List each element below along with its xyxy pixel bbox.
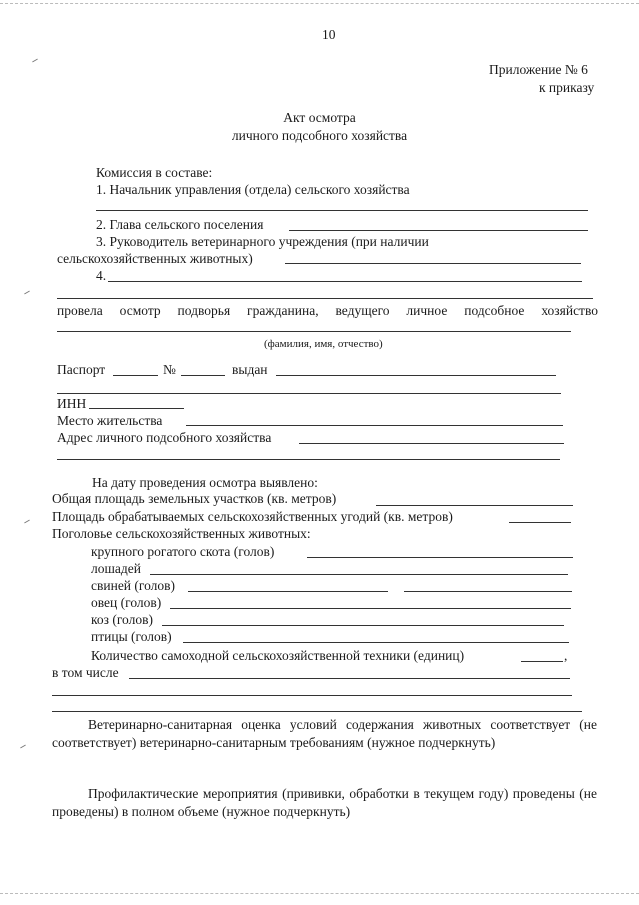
scan-edge-top: [0, 3, 639, 4]
fill-line: [89, 408, 184, 409]
commission-member-4: 4.: [96, 268, 107, 283]
livestock-goats: коз (голов): [91, 612, 153, 627]
fill-line: [129, 678, 570, 679]
passport-issued-label: выдан: [232, 362, 268, 377]
document-title: Акт осмотра: [283, 110, 356, 125]
commission-member-2: 2. Глава сельского поселения: [96, 217, 264, 232]
page-number: 10: [322, 27, 336, 42]
cultivated-area-label: Площадь обрабатываемых сельскохозяйственных угодий (кв. метров): [52, 509, 453, 524]
total-area-label: Общая площадь земельных участков (кв. метров): [52, 491, 337, 506]
fill-line: [170, 608, 571, 609]
fill-line: [183, 642, 569, 643]
passport-label: Паспорт: [57, 362, 106, 377]
livestock-sheep: овец (голов): [91, 595, 162, 610]
fio-caption: (фамилия, имя, отчество): [264, 338, 383, 350]
fill-line: [108, 281, 582, 282]
appendix-order: к приказу: [539, 80, 595, 95]
commission-member-3: 3. Руководитель ветеринарного учреждения (при наличии: [96, 234, 429, 249]
livestock-poultry: птицы (голов): [91, 629, 172, 644]
livestock-horses: лошадей: [91, 561, 141, 576]
scan-mark: [32, 59, 38, 63]
livestock-heading: Поголовье сельскохозяйственных животных:: [52, 526, 311, 541]
fill-line: [162, 625, 564, 626]
fill-line: [150, 574, 568, 575]
commission-member-3-cont: сельскохозяйственных животных): [57, 251, 253, 266]
fill-line: [188, 591, 388, 592]
passport-number-label: №: [163, 362, 176, 377]
fill-line: [113, 375, 158, 376]
fill-line: [57, 459, 560, 460]
fill-line: [299, 443, 564, 444]
livestock-cattle: крупного рогатого скота (голов): [91, 544, 275, 559]
scan-edge-bottom: [0, 893, 639, 894]
farm-address-label: Адрес личного подсобного хозяйства: [57, 430, 272, 445]
fill-line: [57, 393, 561, 394]
inn-label: ИНН: [57, 396, 87, 411]
comma: ,: [564, 648, 568, 663]
commission-member-1: 1. Начальник управления (отдела) сельского хозяйства: [96, 182, 410, 197]
fill-line: [376, 505, 573, 506]
fill-line: [57, 298, 593, 299]
fill-line: [57, 331, 571, 332]
scan-mark: [20, 745, 26, 749]
fill-line: [404, 591, 572, 592]
livestock-pigs: свиней (голов): [91, 578, 176, 593]
appendix-number: Приложение № 6: [489, 62, 588, 77]
fill-line: [52, 711, 582, 712]
prevention-paragraph: Профилактические мероприятия (прививки, обработки в текущем году) проведены (не проведены) в полном объеме (нужное подчеркнуть): [52, 786, 597, 819]
fill-line: [289, 230, 588, 231]
fill-line: [521, 661, 563, 662]
fill-line: [509, 522, 571, 523]
residence-label: Место жительства: [57, 413, 163, 428]
including-label: в том числе: [52, 665, 119, 680]
fill-line: [52, 695, 572, 696]
scan-mark: [24, 291, 30, 295]
fill-line: [276, 375, 556, 376]
document-subtitle: личного подсобного хозяйства: [231, 128, 408, 143]
fill-line: [285, 263, 581, 264]
vet-assessment-paragraph: Ветеринарно-санитарная оценка условий содержания животных соответствует (не соответствует) ветеринарно-санитарным требованиям (нужное подчеркнуть): [52, 717, 597, 750]
fill-line: [186, 425, 563, 426]
fill-line: [96, 210, 588, 211]
scan-mark: [24, 520, 30, 524]
findings-heading: На дату проведения осмотра выявлено:: [92, 475, 318, 490]
fill-line: [307, 557, 573, 558]
inspection-text: провела осмотр подворья гражданина, ведущего личное подсобное хозяйство: [57, 303, 598, 318]
fill-line: [181, 375, 225, 376]
commission-heading: Комиссия в составе:: [96, 165, 213, 180]
machinery-label: Количество самоходной сельскохозяйственной техники (единиц): [91, 648, 465, 663]
